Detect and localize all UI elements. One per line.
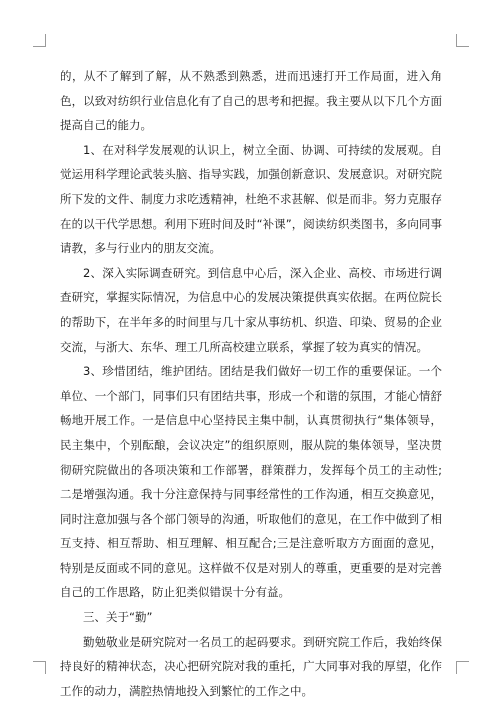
paragraph-development-view: 1、在对科学发展观的认识上，树立全面、协调、可持续的发展观。自觉运用科学理论武装头脑、指导实践，加强创新意识、发展意识。对研究院所下发的文件、制度力求吃透精神，杜绝不求甚解、似是而非。努力克服存在的以干代学思想。利用下班时间及时“补课”，阅读纺织类图书，多向同事请教，多与行业内的朋友交流。 [60, 142, 442, 256]
crop-mark-top-right [456, 34, 469, 47]
section-heading-diligence: 三、关于“勤” [83, 610, 153, 625]
paragraph-investigation: 2、深入实际调查研究。到信息中心后，深入企业、高校、市场进行调查研究，掌握实际情况，为信息中心的发展决策提供真实依据。在两位院长的帮助下，在半年多的时间里与几十家从事纺机、织造、印染、贸易的企业交流，与浙大、东华、理工几所高校建立联系，掌握了较为真实的情况。 [60, 265, 442, 354]
paragraph-unity: 3、珍惜团结，维护团结。团结是我们做好一切工作的重要保证。一个单位、一个部门，同事们只有团结共事，形成一个和谐的氛围，才能心情舒畅地开展工作。一是信息中心坚持民主集中制，认真贯彻执行“集体领导，民主集中，个别酝酿，会议决定”的组织原则，服从院的集体领导，坚决贯彻研究院做出的各项决策和工作部署，群策群力，发挥每个员工的主动性;二是增强沟通。我十分注意保持与同事经常性的工作沟通，相互交换意见，同时注意加强与各个部门领导的沟通，听取他们的意见，在工作中做到了相互支持、相互帮助、相互理解、相互配合;三是注意听取方方面面的意见，特别是反面或不同的意见。这样做不仅是对别人的尊重，更重要的是对完善自己的工作思路，防止犯类似错误十分有益。 [60, 364, 442, 600]
paragraph-continuation: 的，从不了解到了解，从不熟悉到熟悉，进而迅速打开工作局面，进入角色，以致对纺织行业信息化有了自己的思考和把握。我主要从以下几个方面提高自己的能力。 [60, 69, 442, 133]
document-body [60, 64, 442, 703]
crop-mark-bottom-right [456, 661, 469, 674]
crop-mark-top-left [33, 34, 46, 47]
paragraph-diligence: 勤勉敬业是研究院对一名员工的起码要求。到研究院工作后，我始终保持良好的精神状态，决心把研究院对我的重托，广大同事对我的厚望，化作工作的动力，满腔热情地投入到繁忙的工作之中。 [60, 634, 442, 698]
crop-mark-bottom-left [33, 661, 46, 674]
